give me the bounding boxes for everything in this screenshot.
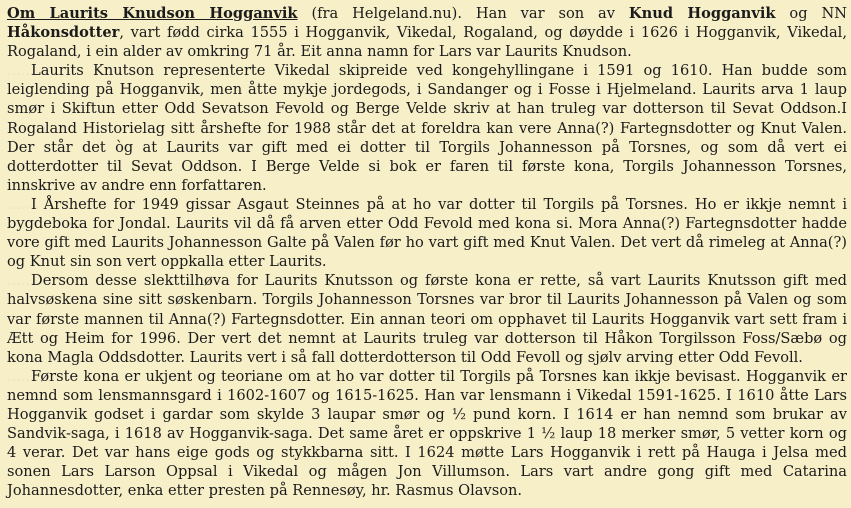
indent-marker: .......	[7, 62, 40, 80]
intro-text-b: og NN	[775, 5, 847, 22]
paragraph-5-text: Første kona er ukjent og teoriane om at ho var dotter til Torgils på Torsnes kan ikkje bevisast. Hogganvik er nemnd som lensmannsgard i 1602-1607 og 1615-1625. Han var lensmann i Vikedal 1591-1625. I 1610 åtte Lars Hogganvik godset i gardar som skylde 3 laupar smør og ½ pund korn. I 1614 er han nemnd som brukar av Sandvik-saga, i 1618 av Hogganvik-saga. Det same året er oppskrive 1 ½ laup 18 merker smør, 5 vetter korn og 4 verar. Det var hans eige gods og stykkbarna sitt. I 1624 møtte Lars Hogganvik i rett på Hauga i Jelsa med sonen Lars Larson Oppsal i Vikedal og mågen Jon Villumson. Lars vart andre gong gift med Catarina Johannesdotter, enka etter presten på Rennesøy, hr. Rasmus Olavson.	[7, 367, 847, 500]
paragraph-2-text: Laurits Knutson representerte Vikedal skipreide ved kongehyllingane i 1591 og 1610. Han budde som leiglending på Hogganvik, men åtte mykje jordegods, i Sandanger og i Fosse i Hjelmeland. Laurits arva 1 laup smør i Skiftun etter Odd Sevatson Fevold og Berge Velde skriv at han truleg var dotterson til Sevat Oddson.I Rogaland Historielag sitt årshefte for 1988 står det at foreldra kan vere Anna(?) Fartegnsdotter og Knut Valen. Der står det òg at Laurits var gift med ei dotter til Torgils Johannesson på Torsnes, og som då vert ei dotterdotter til Sevat Oddson. I Berge Velde si bok er faren til første kona, Torgils Johannesson Torsnes, innskrive av andre enn forfattaren.	[7, 62, 847, 194]
intro-text-c: , vart fødd cirka 1555 i Hogganvik, Vikedal, Rogaland, og døydde i 1626 i Hogganvik, Vikedal, Rogaland, i ein alder av omkring 71 år. Eit anna namn for Lars var Laurits Knudson.	[7, 24, 847, 61]
paragraph-3-text: I Årshefte for 1949 gissar Asgaut Steinnes på at ho var dotter til Torgils på Torsnes. Ho er ikkje nemnt i bygdeboka for Jondal. Laurits vil då få arven etter Odd Fevold med kona si. Mora Anna(?) Fartegnsdotter hadde vore gift med Laurits Johannesson Galte på Valen før ho vart gift med Knut Valen. Det vert då rimeleg at Anna(?) og Knut sin son vert oppkalla etter Laurits.	[7, 195, 847, 271]
intro-text-a: (fra Helgeland.nu). Han var son av	[297, 5, 629, 22]
title-link[interactable]: Om Laurits Knudson Hogganvik	[7, 5, 298, 22]
paragraph-4-text: Dersom desse slekttilhøva for Laurits Knutsson og første kona er rette, så vart Laurits Knutsson gift med halvsøskena sine sitt søskenbarn. Torgils Johannesson Torsnes var bror til Laurits Johannesson på Valen og som var første mannen til Anna(?) Fartegnsdotter. Ein annan teori om opphavet til Laurits Hogganvik vart sett fram i Ætt og Heim for 1996. Der vert det nemnt at Laurits truleg var dotterson til Håkon Torgilsson Foss/Sæbø og kona Magla Oddsdotter. Laurits vert i så fall dotterdotterson til Odd Fevoll og sjølv arving etter Odd Fevoll.	[7, 272, 847, 366]
indent-marker: .......	[7, 272, 40, 290]
paragraph-3	[7, 195, 847, 271]
father-name: Knud Hogganvik	[628, 5, 776, 22]
paragraph-4	[7, 271, 847, 366]
indent-marker: .......	[7, 195, 40, 213]
indent-marker: .......	[7, 367, 40, 385]
paragraph-intro	[7, 4, 847, 61]
mother-name: Håkonsdotter	[7, 24, 120, 42]
paragraph-2	[7, 61, 847, 195]
paragraph-5	[7, 367, 847, 501]
